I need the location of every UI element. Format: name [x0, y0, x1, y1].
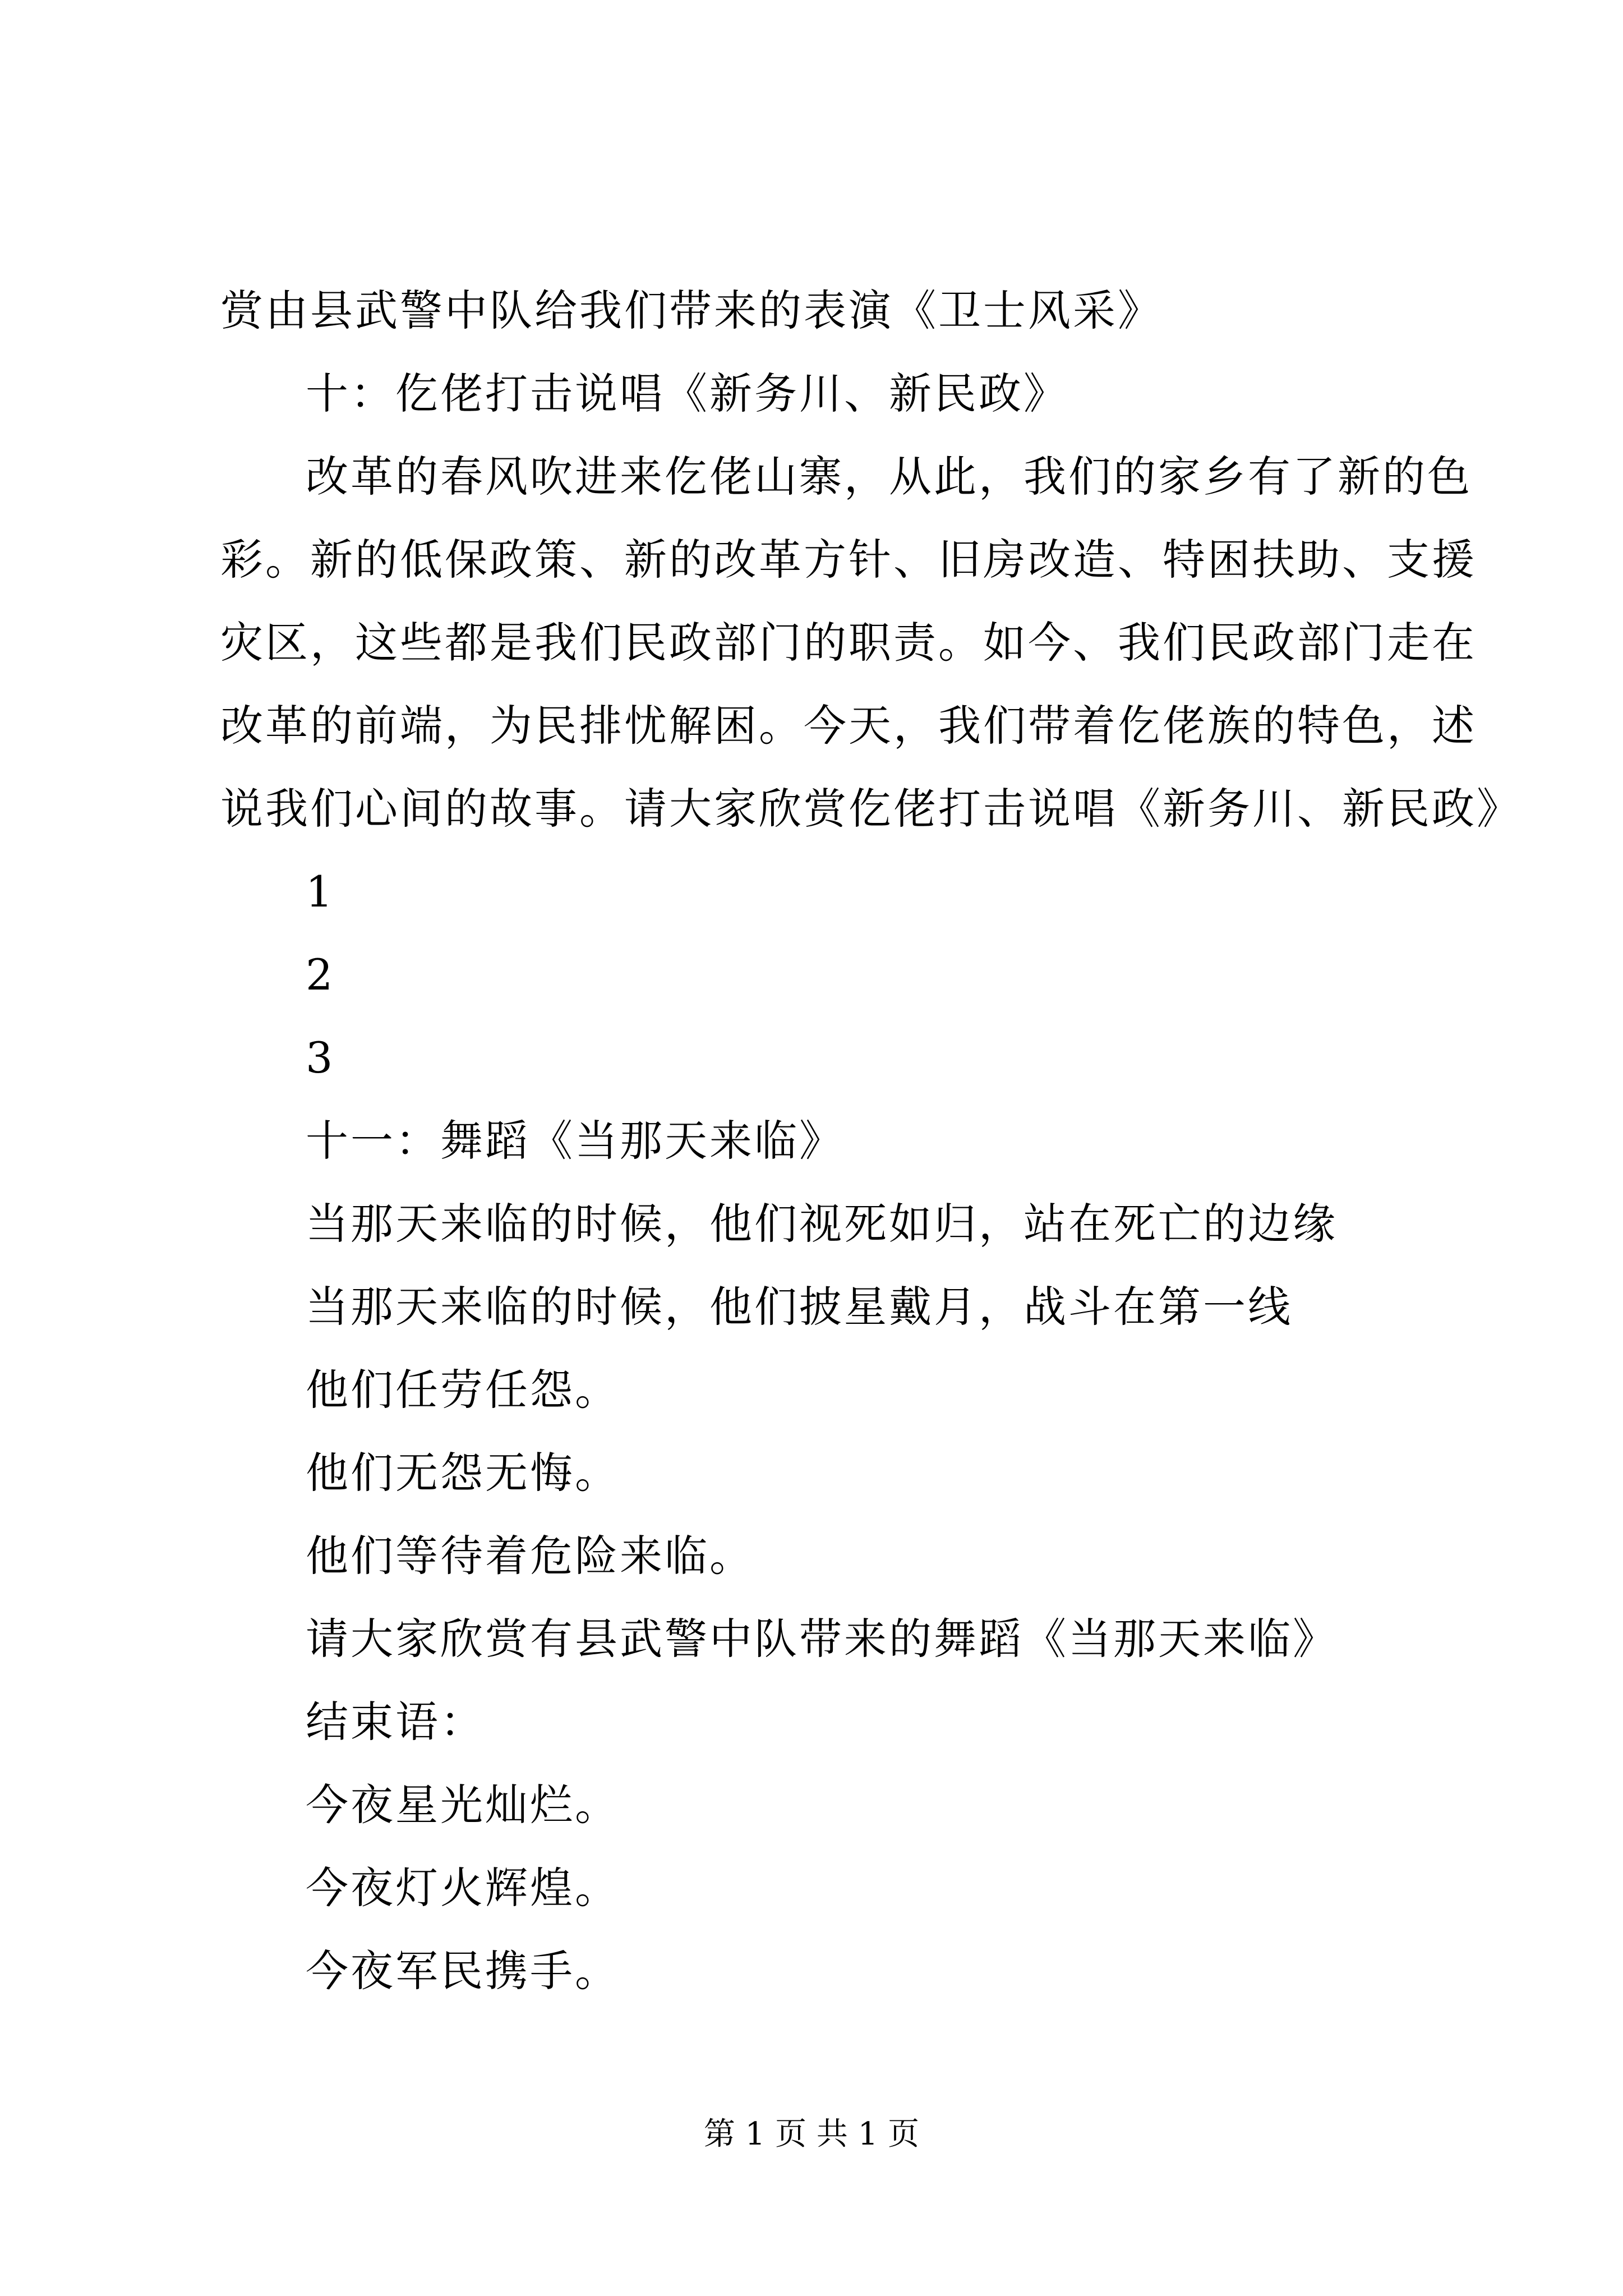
body-line: 今夜星光灿烂。	[306, 1780, 620, 1830]
section-heading-11: 十一：舞蹈《当那天来临》	[306, 1116, 844, 1166]
body-line: 请大家欣赏有县武警中队带来的舞蹈《当那天来临》	[306, 1614, 1338, 1664]
closing-heading: 结束语：	[306, 1697, 485, 1747]
body-line: 他们无怨无悔。	[306, 1448, 620, 1498]
body-line: 灾区，这些都是我们民政部门的职责。如今、我们民政部门走在	[220, 618, 1477, 668]
body-line: 改革的前端，为民排忧解困。今天，我们带着仡佬族的特色，述	[220, 701, 1477, 751]
body-line: 说我们心间的故事。请大家欣赏仡佬打击说唱《新务川、新民政》	[220, 784, 1521, 834]
body-line: 彩。新的低保政策、新的改革方针、旧房改造、特困扶助、支援	[220, 535, 1477, 585]
document-body	[220, 269, 1521, 2013]
body-line: 赏由县武警中队给我们带来的表演《卫士风采》	[220, 286, 1163, 335]
section-heading-10: 十：仡佬打击说唱《新务川、新民政》	[306, 369, 1068, 418]
body-line: 他们等待着危险来临。	[306, 1531, 754, 1581]
body-line: 他们任劳任怨。	[306, 1365, 620, 1415]
body-line: 当那天来临的时候，他们视死如归，站在死亡的边缘	[306, 1199, 1338, 1249]
body-line: 今夜灯火辉煌。	[306, 1863, 620, 1913]
body-line: 今夜军民携手。	[306, 1946, 620, 1996]
list-number: 3	[306, 1033, 335, 1083]
body-line: 当那天来临的时候，他们披星戴月，战斗在第一线	[306, 1282, 1293, 1332]
list-number: 1	[306, 867, 335, 917]
page-footer: 第 1 页 共 1 页	[703, 2116, 920, 2152]
body-line: 改革的春风吹进来仡佬山寨，从此，我们的家乡有了新的色	[306, 452, 1472, 501]
list-number: 2	[306, 950, 335, 1000]
